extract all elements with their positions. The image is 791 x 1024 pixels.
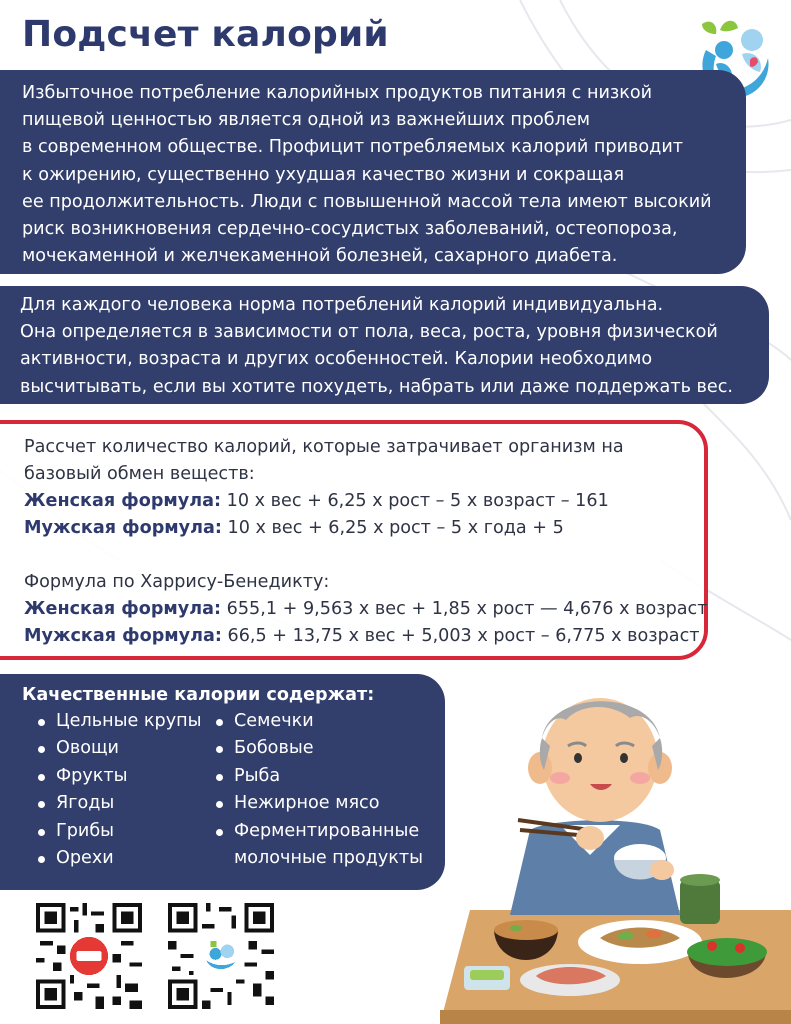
norm-panel: [0, 286, 769, 404]
female-formula: [24, 488, 704, 515]
hb-female-formula: [24, 596, 708, 623]
list-item: Цельные крупы: [32, 708, 202, 735]
list-item: Рыба: [210, 763, 423, 790]
list-item: Бобовые: [210, 735, 423, 762]
hb-male-formula: [24, 623, 704, 650]
formulas-intro: Рассчет количество калорий, которые затрачивает организм на: [24, 437, 624, 457]
norm-line: Она определяется в зависимости от пола, веса, роста, уровня физической: [20, 322, 718, 343]
list-item: Овощи: [32, 735, 202, 762]
hb-male-label: Мужская формула:: [24, 626, 222, 646]
male-formula: [24, 515, 704, 542]
list-item: Грибы: [32, 818, 202, 845]
hb-heading: Формула по Харрису-Бенедикту:: [24, 572, 330, 592]
quality-list-left: [32, 708, 202, 872]
hb-female-label: Женская формула:: [24, 599, 222, 619]
formulas-box: [0, 420, 708, 660]
quality-list-right: [210, 708, 423, 872]
norm-line: высчитывать, если вы хотите похудеть, набрать или даже поддержать вес.: [20, 376, 733, 397]
list-item: Ферментированные: [210, 818, 423, 845]
male-formula-text: 10 х вес + 6,25 х рост – 5 х года + 5: [221, 518, 564, 538]
intro-line: мочекаменной и желчекаменной болезней, сахарного диабета.: [22, 246, 618, 267]
page-title: Подсчет калорий: [22, 14, 389, 55]
norm-line: Для каждого человека норма потреблений калорий индивидуальна.: [20, 295, 664, 315]
quality-title: Качественные калории содержат:: [22, 685, 375, 705]
hb-male-text: 66,5 + 13,75 х вес + 5,003 х рост – 6,775 х возраст: [221, 626, 700, 646]
female-formula-text: 10 х вес + 6,25 х рост – 5 х возраст – 161: [221, 491, 609, 511]
qr-code-icon[interactable]: [36, 903, 142, 1009]
female-formula-label: Женская формула:: [24, 491, 222, 511]
male-formula-label: Мужская формула:: [24, 518, 222, 538]
qr-code-icon[interactable]: [168, 903, 274, 1009]
elderly-man-eating-illustration: [440, 680, 791, 1024]
norm-line: активности, возраста и других особенностей. Калории необходимо: [20, 349, 653, 370]
list-item: Ягоды: [32, 790, 202, 817]
list-item: Нежирное мясо: [210, 790, 423, 817]
intro-line: Избыточное потребление калорийных продуктов питания с низкой: [22, 83, 653, 103]
intro-line: в современном обществе. Профицит потребляемых калорий приводит: [22, 137, 684, 158]
hb-female-text: 655,1 + 9,563 х вес + 1,85 х рост — 4,676 х возраст: [221, 599, 708, 619]
list-item-continuation: молочные продукты: [234, 848, 424, 869]
quality-panel: [0, 674, 445, 890]
intro-line: ее продолжительность. Люди с повышенной массой тела имеют высокий: [22, 191, 712, 212]
intro-line: пищевой ценностью является одной из важнейших проблем: [22, 110, 590, 131]
formulas-intro: базовый обмен веществ:: [24, 464, 255, 484]
intro-line: к ожирению, существенно ухудшая качество жизни и сокращая: [22, 164, 625, 185]
list-item: Фрукты: [32, 763, 202, 790]
intro-line: риск возникновения сердечно-сосудистых заболеваний, остеопороза,: [22, 219, 678, 240]
list-item: Семечки: [210, 708, 423, 735]
intro-panel: [0, 70, 746, 274]
list-item: Орехи: [32, 845, 202, 872]
